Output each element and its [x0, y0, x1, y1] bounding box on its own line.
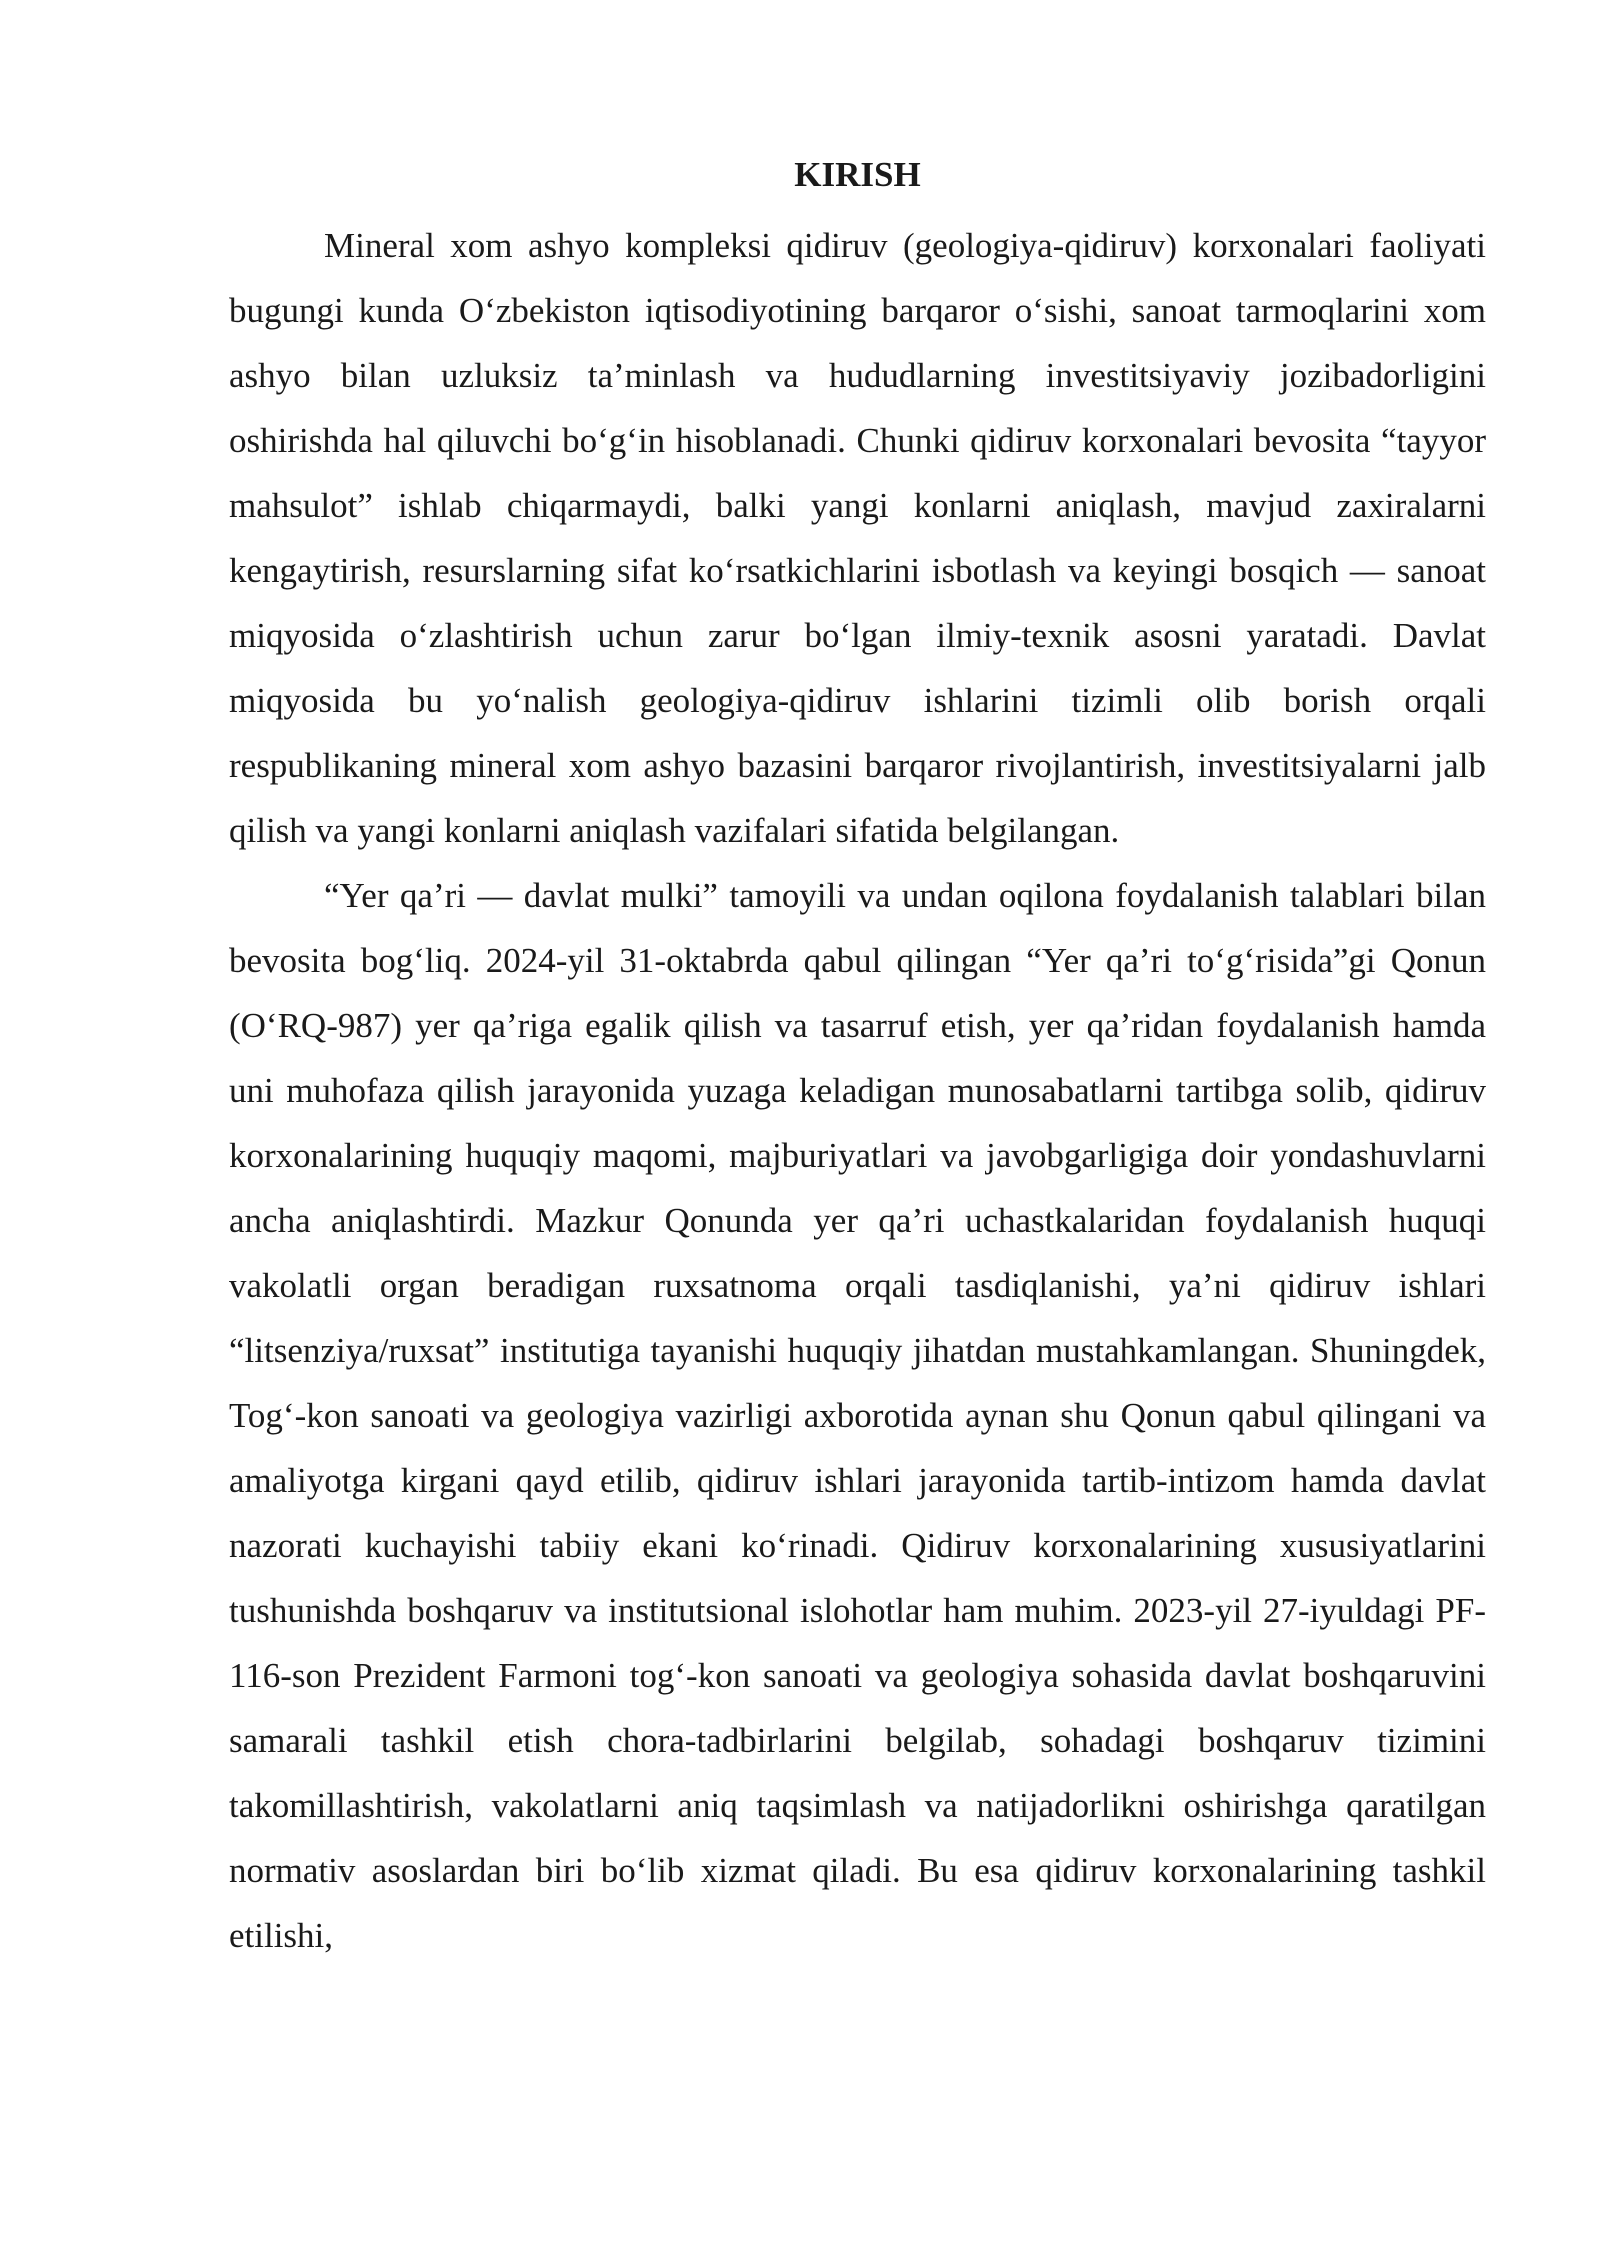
- paragraph-1: Mineral xom ashyo kompleksi qidiruv (geologiya-qidiruv) korxonalari faoliyati bugungi kunda O‘zbekiston iqtisodiyotining barqaror o‘sishi, sanoat tarmoqlarini xom ashyo bilan uzluksiz ta’minlash va hududlarning investitsiyaviy jozibadorligini oshirishda hal qiluvchi bo‘g‘in hisoblanadi. Chunki qidiruv korxonalari bevosita “tayyor mahsulot” ishlab chiqarmaydi, balki yangi konlarni aniqlash, mavjud zaxiralarni kengaytirish, resurslarning sifat ko‘rsatkichlarini isbotlash va keyingi bosqich — sanoat miqyosida o‘zlashtirish uchun zarur bo‘lgan ilmiy-texnik asosni yaratadi. Davlat miqyosida bu yo‘nalish geologiya-qidiruv ishlarini tizimli olib borish orqali respublikaning mineral xom ashyo bazasini barqaror rivojlantirish, investitsiyalarni jalb qilish va yangi konlarni aniqlash vazifalari sifatida belgilangan.: [229, 226, 1486, 850]
- paragraph-2: “Yer qa’ri — davlat mulki” tamoyili va undan oqilona foydalanish talablari bilan bevosita bog‘liq. 2024-yil 31-oktabrda qabul qilingan “Yer qa’ri to‘g‘risida”gi Qonun (O‘RQ-987) yer qa’riga egalik qilish va tasarruf etish, yer qa’ridan foydalanish hamda uni muhofaza qilish jarayonida yuzaga keladigan munosabatlarni tartibga solib, qidiruv korxonalarining huquqiy maqomi, majburiyatlari va javobgarligiga doir yondashuvlarni ancha aniqlashtirdi. Mazkur Qonunda yer qa’ri uchastkalaridan foydalanish huquqi vakolatli organ beradigan ruxsatnoma orqali tasdiqlanishi, ya’ni qidiruv ishlari “litsenziya/ruxsat” institutiga tayanishi huquqiy jihatdan mustahkamlangan. Shuningdek, Tog‘-kon sanoati va geologiya vazirligi axborotida aynan shu Qonun qabul qilingani va amaliyotga kirgani qayd etilib, qidiruv ishlari jarayonida tartib-intizom hamda davlat nazorati kuchayishi tabiiy ekani ko‘rinadi. Qidiruv korxonalarining xususiyatlarini tushunishda boshqaruv va institutsional islohotlar ham muhim. 2023-yil 27-iyuldagi PF-116-son Prezident Farmoni tog‘-kon sanoati va geologiya sohasida davlat boshqaruvini samarali tashkil etish chora-tadbirlarini belgilab, sohadagi boshqaruv tizimini takomillashtirish, vakolatlarni aniq taqsimlash va natijadorlikni oshirishga qaratilgan normativ asoslardan biri bo‘lib xizmat qiladi. Bu esa qidiruv korxonalarining tashkil etilishi,: [229, 876, 1486, 1955]
- section-title: KIRISH: [794, 155, 921, 194]
- document-body: [229, 148, 1486, 1968]
